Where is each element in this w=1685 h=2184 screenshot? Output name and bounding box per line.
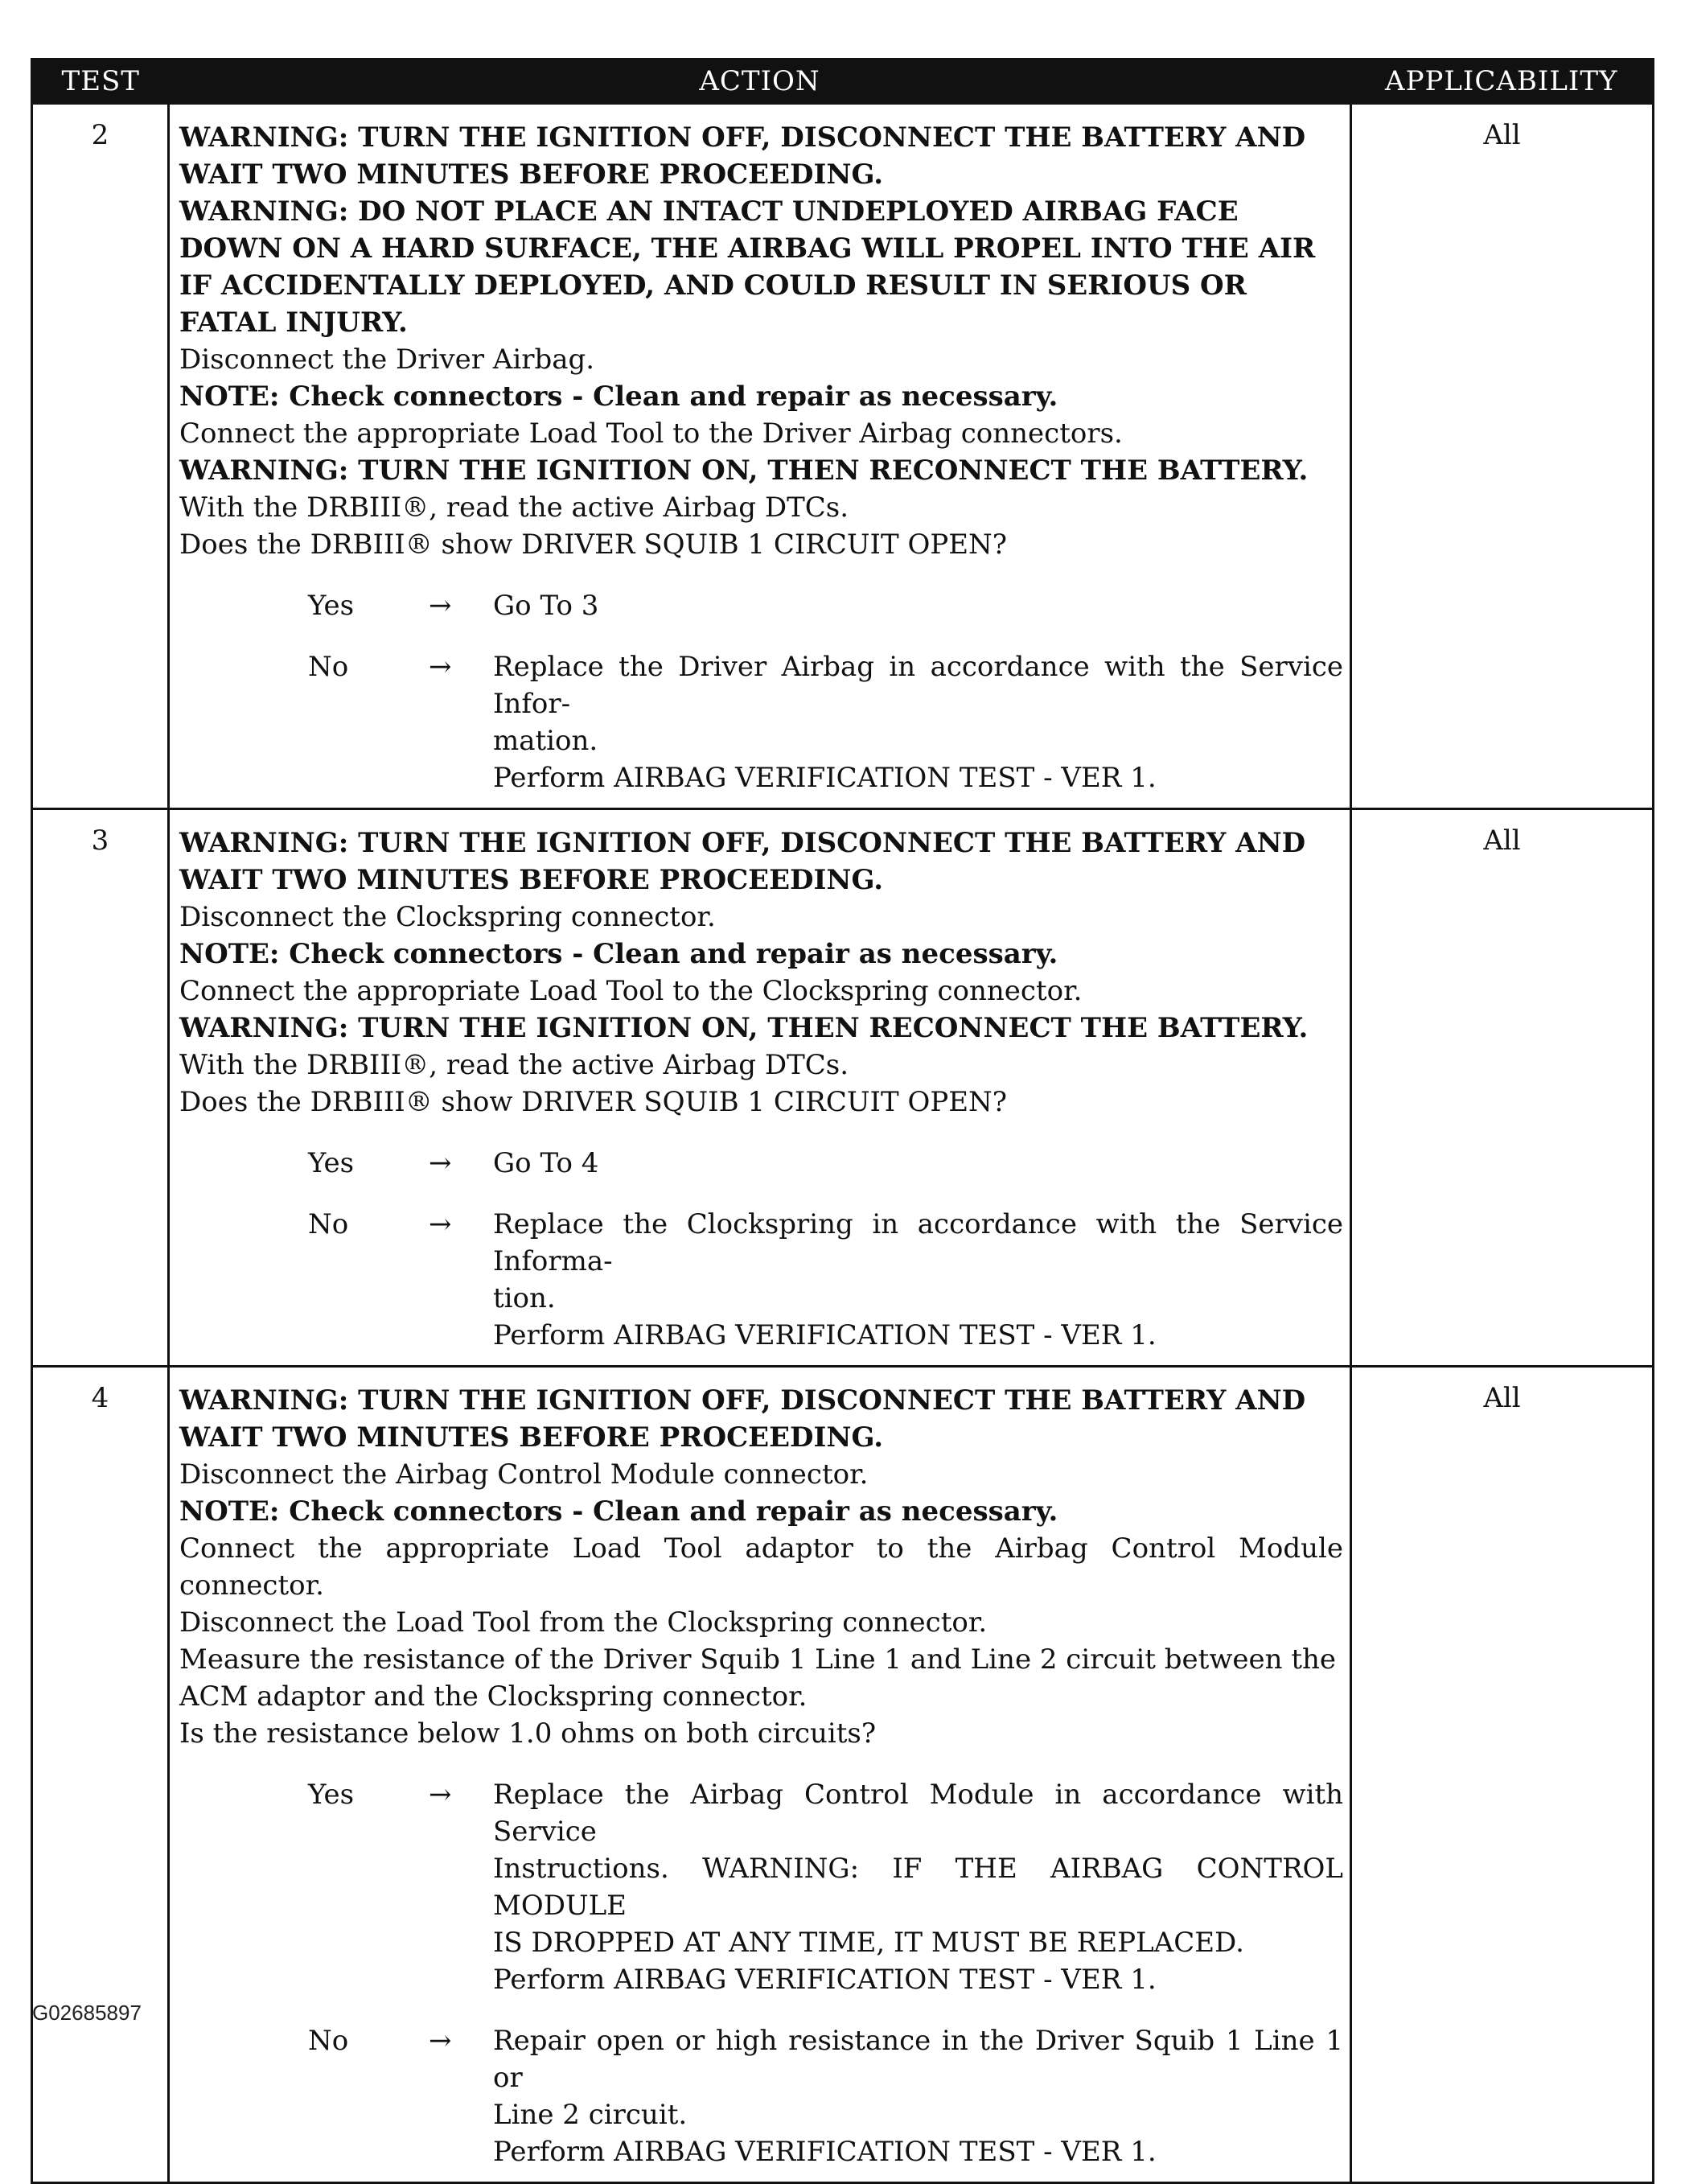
warning-line: WARNING: TURN THE IGNITION ON, THEN RECONNECT THE BATTERY. xyxy=(179,1012,1309,1044)
branch-text xyxy=(493,587,1343,624)
table-row xyxy=(32,809,1654,1367)
table-header xyxy=(32,60,1654,104)
applicability-value: All xyxy=(1351,809,1654,1367)
branch-yes xyxy=(179,587,1343,624)
branch-no xyxy=(179,1206,1343,1354)
branch-label: Yes xyxy=(308,590,355,622)
branch-text-line: Perform AIRBAG VERIFICATION TEST - VER 1. xyxy=(493,2136,1157,2168)
arrow-right-icon: → xyxy=(429,1779,452,1811)
instruction-line: Measure the resistance of the Driver Squib 1 Line 1 and Line 2 circuit between the xyxy=(179,1643,1337,1676)
branch-text-line: Instructions. WARNING: IF THE AIRBAG CONTROL MODULE xyxy=(493,1853,1343,1922)
header-test: TEST xyxy=(32,60,169,104)
branch-yes xyxy=(179,1776,1343,1998)
warning-line: WARNING: TURN THE IGNITION OFF, DISCONNECT THE BATTERY AND xyxy=(179,1384,1306,1417)
branch-text xyxy=(493,1206,1343,1354)
warning-line: WARNING: TURN THE IGNITION OFF, DISCONNECT THE BATTERY AND xyxy=(179,121,1306,154)
branch-label: Yes xyxy=(308,1147,355,1179)
branch-label: Yes xyxy=(308,1779,355,1811)
diagnostic-test-table xyxy=(31,58,1654,2184)
instruction-line: Is the resistance below 1.0 ohms on both circuits? xyxy=(179,1717,877,1750)
instruction-line: Disconnect the Driver Airbag. xyxy=(179,343,595,376)
branch-label: No xyxy=(308,1208,349,1240)
applicability-value: All xyxy=(1351,1367,1654,2183)
branch-text-line: Line 2 circuit. xyxy=(493,2099,688,2131)
branch-text-line: mation. xyxy=(493,725,598,757)
applicability-value: All xyxy=(1351,104,1654,809)
header-applicability: APPLICABILITY xyxy=(1351,60,1654,104)
arrow-right-icon: → xyxy=(429,590,452,622)
instruction-line: Connect the appropriate Load Tool adaptor to the Airbag Control Module connector. xyxy=(179,1532,1343,1602)
branch-text-line: Perform AIRBAG VERIFICATION TEST - VER 1. xyxy=(493,1964,1157,1996)
branch-text-line: Repair open or high resistance in the Driver Squib 1 Line 1 or xyxy=(493,2025,1343,2094)
test-number: 3 xyxy=(32,809,169,1367)
branch-text-line: Perform AIRBAG VERIFICATION TEST - VER 1. xyxy=(493,762,1157,794)
arrow-right-icon: → xyxy=(429,651,452,683)
instruction-line: Connect the appropriate Load Tool to the Driver Airbag connectors. xyxy=(179,417,1123,450)
branch-text xyxy=(493,1145,1343,1182)
instruction-line: ACM adaptor and the Clockspring connector. xyxy=(179,1680,808,1713)
instruction-line: Disconnect the Clockspring connector. xyxy=(179,901,716,933)
branch-text xyxy=(493,1776,1343,1998)
instruction-line: With the DRBIII®, read the active Airbag DTCs. xyxy=(179,492,849,524)
warning-line: WARNING: TURN THE IGNITION ON, THEN RECONNECT THE BATTERY. xyxy=(179,454,1309,487)
header-action: ACTION xyxy=(169,60,1351,104)
branch-text-line: Go To 4 xyxy=(493,1147,599,1179)
test-number: 2 xyxy=(32,104,169,809)
branch-text-line: Perform AIRBAG VERIFICATION TEST - VER 1. xyxy=(493,1319,1157,1351)
arrow-right-icon: → xyxy=(429,1147,452,1179)
instruction-line: With the DRBIII®, read the active Airbag DTCs. xyxy=(179,1049,849,1081)
warning-line: WAIT TWO MINUTES BEFORE PROCEEDING. xyxy=(179,158,884,191)
branch-yes xyxy=(179,1145,1343,1182)
test-number: 4 xyxy=(32,1367,169,2183)
branch-text-line: tion. xyxy=(493,1282,556,1314)
warning-line: NOTE: Check connectors - Clean and repair as necessary. xyxy=(179,380,1058,413)
table-row xyxy=(32,104,1654,809)
warning-line: WARNING: DO NOT PLACE AN INTACT UNDEPLOYED AIRBAG FACE xyxy=(179,195,1239,228)
branch-no xyxy=(179,648,1343,796)
branch-text-line: IS DROPPED AT ANY TIME, IT MUST BE REPLACED. xyxy=(493,1927,1244,1959)
header-row xyxy=(32,60,1654,104)
table-row xyxy=(32,1367,1654,2183)
warning-line: NOTE: Check connectors - Clean and repair as necessary. xyxy=(179,938,1058,970)
warning-line: WAIT TWO MINUTES BEFORE PROCEEDING. xyxy=(179,1421,884,1454)
warning-line: FATAL INJURY. xyxy=(179,306,408,339)
instruction-line: Connect the appropriate Load Tool to the Clockspring connector. xyxy=(179,975,1083,1007)
branch-text-line: Replace the Clockspring in accordance with the Service Informa- xyxy=(493,1208,1343,1277)
warning-line: IF ACCIDENTALLY DEPLOYED, AND COULD RESULT IN SERIOUS OR xyxy=(179,269,1247,302)
figure-id: G02685897 xyxy=(32,2001,142,2025)
action-cell xyxy=(169,809,1351,1367)
branch-text-line: Replace the Driver Airbag in accordance with the Service Infor- xyxy=(493,651,1343,720)
instruction-line: Disconnect the Load Tool from the Clockspring connector. xyxy=(179,1606,988,1639)
branch-label: No xyxy=(308,2025,349,2057)
action-cell xyxy=(169,1367,1351,2183)
branch-text xyxy=(493,648,1343,796)
warning-line: WAIT TWO MINUTES BEFORE PROCEEDING. xyxy=(179,864,884,896)
warning-line: DOWN ON A HARD SURFACE, THE AIRBAG WILL PROPEL INTO THE AIR xyxy=(179,232,1316,265)
instruction-line: Does the DRBIII® show DRIVER SQUIB 1 CIRCUIT OPEN? xyxy=(179,529,1007,561)
warning-line: NOTE: Check connectors - Clean and repair as necessary. xyxy=(179,1495,1058,1528)
action-cell xyxy=(169,104,1351,809)
instruction-line: Does the DRBIII® show DRIVER SQUIB 1 CIRCUIT OPEN? xyxy=(179,1086,1007,1118)
instruction-line: Disconnect the Airbag Control Module connector. xyxy=(179,1458,869,1491)
branch-text-line: Replace the Airbag Control Module in accordance with Service xyxy=(493,1779,1343,1848)
branch-text-line: Go To 3 xyxy=(493,590,599,622)
branch-label: No xyxy=(308,651,349,683)
table-body xyxy=(32,104,1654,2183)
branch-text xyxy=(493,2022,1343,2170)
arrow-right-icon: → xyxy=(429,1208,452,1240)
arrow-right-icon: → xyxy=(429,2025,452,2057)
branch-no xyxy=(179,2022,1343,2170)
warning-line: WARNING: TURN THE IGNITION OFF, DISCONNECT THE BATTERY AND xyxy=(179,827,1306,859)
